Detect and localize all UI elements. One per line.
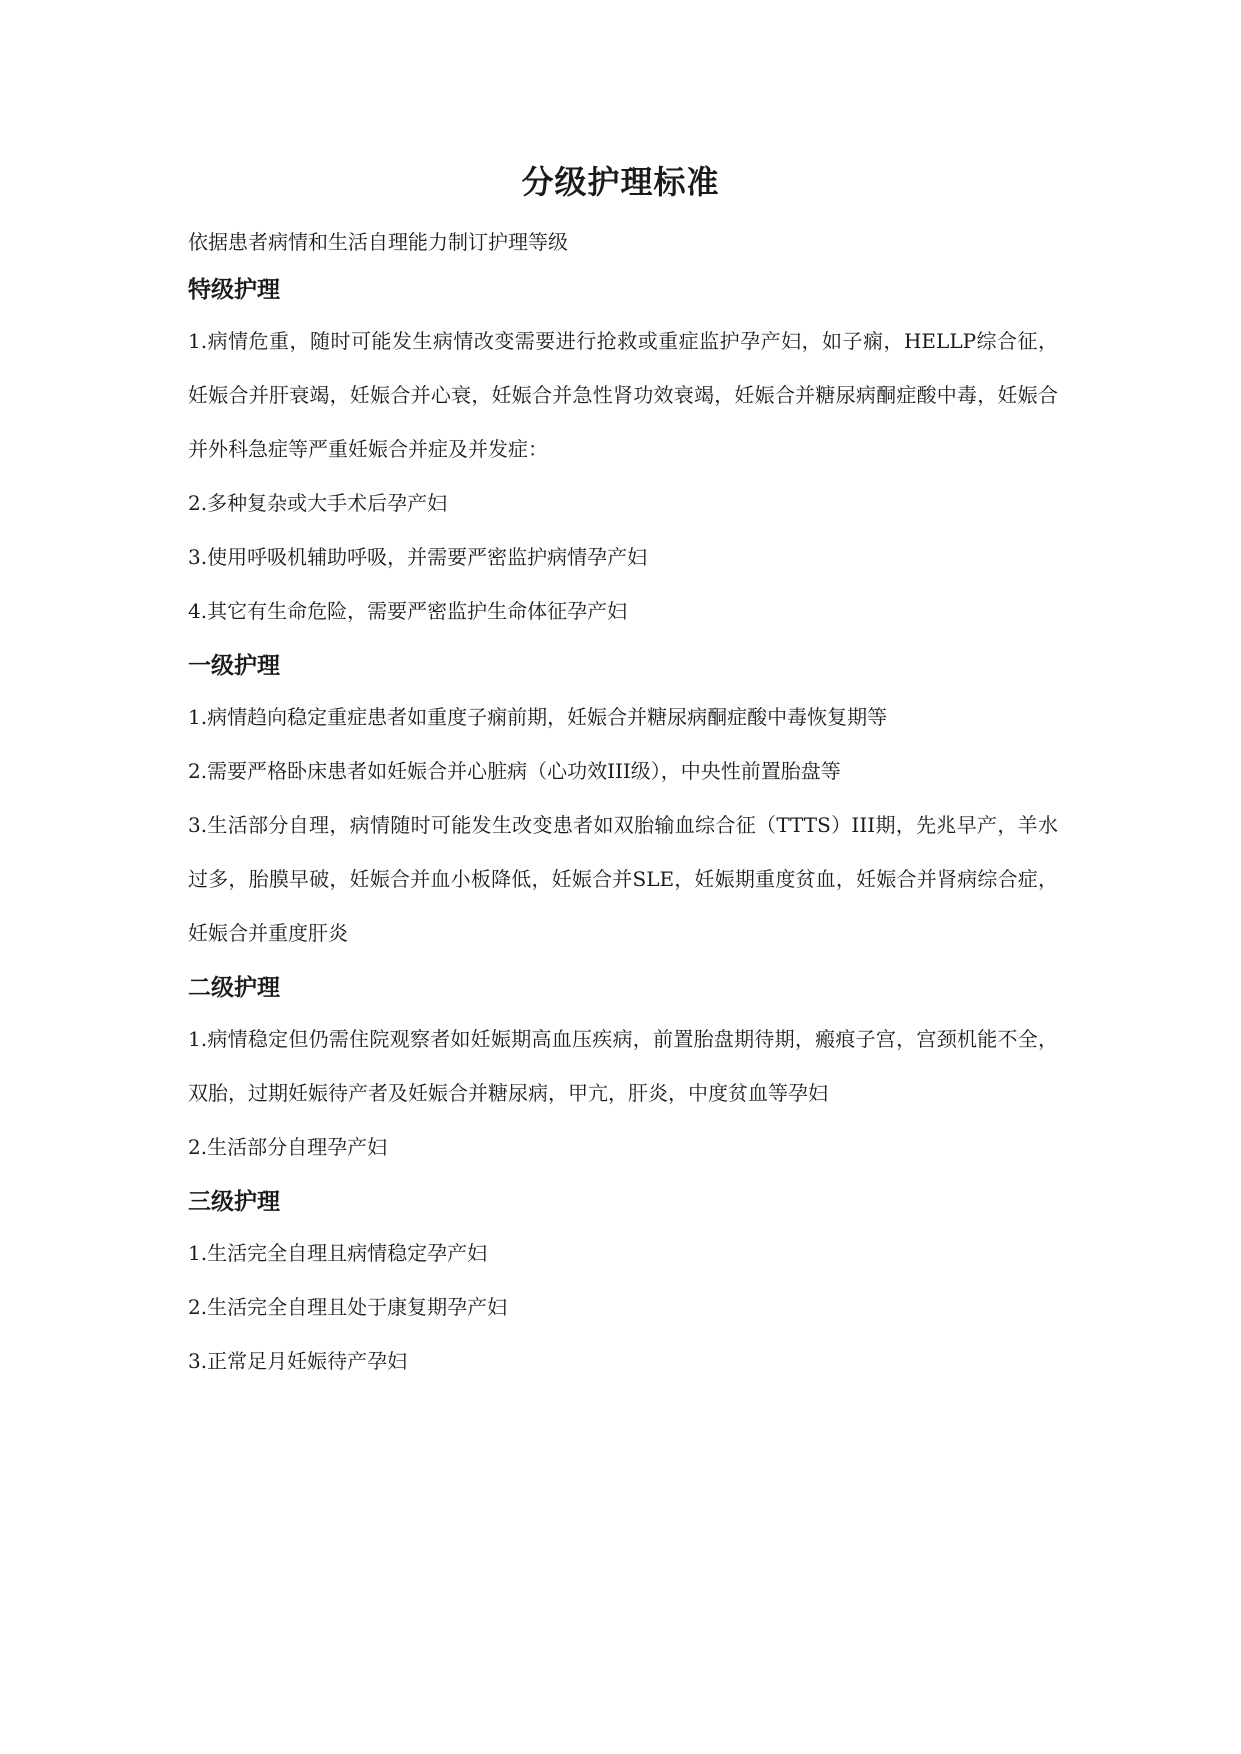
list-item: 1.生活完全自理且病情稳定孕产妇 [188,1241,488,1265]
intro-paragraph: 依据患者病情和生活自理能力制订护理等级 [188,230,568,254]
list-item: 1.病情趋向稳定重症患者如重度子痫前期，妊娠合并糖尿病酮症酸中毒恢复期等 [188,705,888,729]
section-heading: 二级护理 [188,975,280,1001]
list-item: 4.其它有生命危险，需要严密监护生命体征孕产妇 [188,599,628,623]
section-heading: 三级护理 [188,1189,280,1215]
list-item: 2.生活部分自理孕产妇 [188,1135,388,1159]
list-item: 2.需要严格卧床患者如妊娠合并心脏病（心功效III级），中央性前置胎盘等 [188,759,841,783]
document-body [188,222,1058,1388]
section-heading: 特级护理 [188,277,280,303]
list-item: 3.生活部分自理，病情随时可能发生改变患者如双胎输血综合征（TTTS）III期，先兆早产，羊水过多，胎膜早破，妊娠合并血小板降低，妊娠合并SLE，妊娠期重度贫血，妊娠合并肾病综合症，妊娠合并重度肝炎 [188,813,1058,945]
list-item: 2.生活完全自理且处于康复期孕产妇 [188,1295,508,1319]
list-item: 3.使用呼吸机辅助呼吸，并需要严密监护病情孕产妇 [188,545,648,569]
section-second-level-care [188,970,1058,1174]
list-item: 1.病情危重，随时可能发生病情改变需要进行抢救或重症监护孕产妇，如子痫，HELLP综合征，妊娠合并肝衰竭，妊娠合并心衰，妊娠合并急性肾功效衰竭，妊娠合并糖尿病酮症酸中毒，妊娠合并外科急症等严重妊娠合并症及并发症： [188,329,1058,461]
document-title: 分级护理标准 [521,163,720,201]
list-item: 1.病情稳定但仍需住院观察者如妊娠期高血压疾病，前置胎盘期待期，瘢痕子宫，宫颈机能不全，双胎，过期妊娠待产者及妊娠合并糖尿病，甲亢，肝炎，中度贫血等孕妇 [188,1027,1058,1105]
section-special-care [188,272,1058,638]
section-heading: 一级护理 [188,653,280,679]
list-item: 3.正常足月妊娠待产孕妇 [188,1349,408,1373]
section-third-level-care [188,1184,1058,1388]
section-first-level-care [188,648,1058,960]
list-item: 2.多种复杂或大手术后孕产妇 [188,491,448,515]
